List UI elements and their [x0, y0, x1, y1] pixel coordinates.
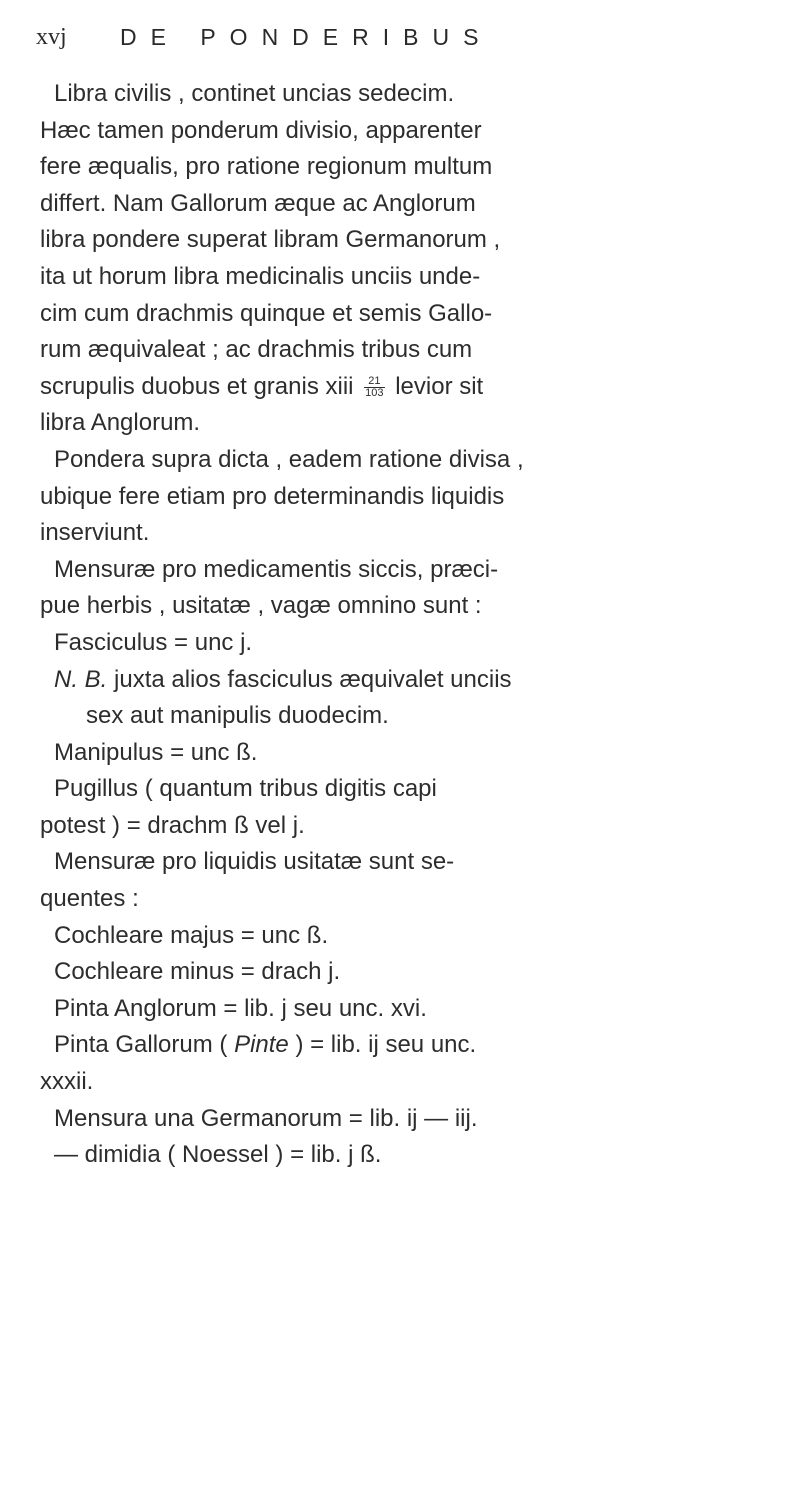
text-line: libra Anglorum. — [40, 409, 201, 437]
text-line: inserviunt. — [40, 519, 150, 547]
text-line: Manipulus = unc ß. — [54, 738, 258, 766]
fraction-numerator: 21 — [364, 376, 384, 388]
text-line: Mensuræ pro liquidis usitatæ sunt se- — [54, 848, 455, 876]
text-line: Hæc tamen ponderum divisio, apparenter — [40, 116, 482, 144]
text-line: — dimidia ( Noessel ) = lib. j ß. — [54, 1141, 382, 1169]
text-segment: levior sit — [395, 372, 484, 400]
text-line — [40, 369, 778, 406]
text-line: fere æqualis, pro ratione regionum multum — [40, 153, 493, 181]
text-line: xxxii. — [40, 1068, 94, 1096]
text-line: ita ut horum libra medicinalis unciis unde- — [40, 262, 481, 290]
text-line: cim cum drachmis quinque et semis Gallo- — [40, 299, 493, 327]
text-line: Pugillus ( quantum tribus digitis capi — [54, 775, 437, 803]
text-line: Mensura una Germanorum = lib. ij — iij. — [54, 1104, 478, 1132]
text-segment-italic: Pinte — [234, 1031, 289, 1059]
page-number: xvj — [36, 24, 67, 50]
text-line: sex aut manipulis duodecim. — [86, 702, 389, 730]
text-line: quentes : — [40, 885, 139, 913]
text-line: potest ) = drachm ß vel j. — [40, 811, 305, 839]
text-line: rum æquivaleat ; ac drachmis tribus cum — [40, 336, 473, 364]
body-text — [40, 76, 778, 1174]
text-line: differt. Nam Gallorum æque ac Anglorum — [40, 189, 476, 217]
text-line — [40, 662, 778, 699]
text-line: Cochleare majus = unc ß. — [54, 921, 329, 949]
text-line — [40, 1027, 778, 1064]
page-header — [36, 22, 776, 66]
fraction — [364, 376, 384, 399]
text-segment: scrupulis duobus et granis xiii — [40, 372, 354, 400]
text-segment: Pinta Gallorum ( — [54, 1031, 228, 1059]
text-line: Libra civilis , continet uncias sedecim. — [54, 80, 455, 107]
text-segment: ) = lib. ij seu unc. — [295, 1031, 477, 1059]
text-line: ubique fere etiam pro determinandis liquidis — [40, 482, 505, 510]
text-line: Pondera supra dicta , eadem ratione divisa , — [54, 445, 524, 473]
running-head: DE PONDERIBUS — [120, 24, 493, 50]
text-line: Fasciculus = unc j. — [54, 628, 253, 656]
text-line: Mensuræ pro medicamentis siccis, præci- — [54, 555, 499, 583]
text-line: pue herbis , usitatæ , vagæ omnino sunt : — [40, 592, 482, 620]
text-line: Pinta Anglorum = lib. j seu unc. xvi. — [54, 994, 427, 1022]
text-line: Cochleare minus = drach j. — [54, 958, 341, 986]
fraction-denominator: 103 — [365, 386, 384, 399]
nota-bene: N. B. — [54, 665, 108, 693]
text-segment: juxta alios fasciculus æquivalet unciis — [114, 665, 512, 693]
text-line: libra pondere superat libram Germanorum , — [40, 226, 501, 254]
